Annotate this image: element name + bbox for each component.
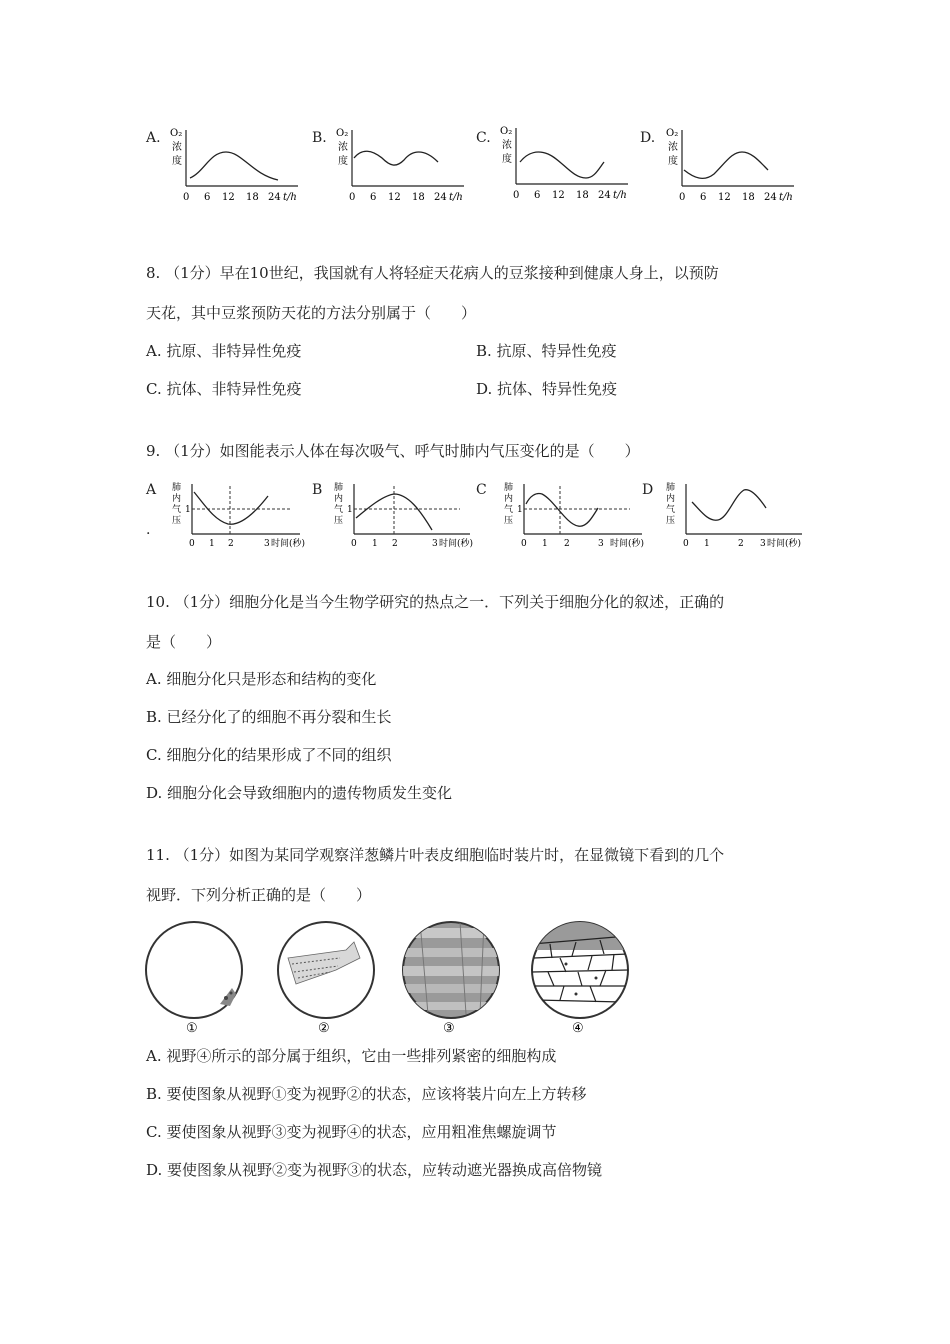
svg-text:0: 0 — [513, 190, 520, 201]
svg-text:3: 3 — [432, 539, 438, 548]
svg-text:肺: 肺 — [334, 483, 344, 493]
view-2-circle — [278, 922, 374, 1018]
svg-text:0: 0 — [521, 539, 527, 548]
svg-text:3: 3 — [598, 539, 604, 548]
svg-text:内: 内 — [504, 494, 514, 504]
q9-d-graph — [662, 478, 810, 548]
q11-option-a[interactable]: A. 视野④所示的部分属于组织，它由一些排列紧密的细胞构成 — [146, 1047, 557, 1065]
svg-text:18: 18 — [576, 190, 589, 201]
svg-text:气: 气 — [504, 505, 514, 515]
svg-text:0: 0 — [679, 192, 686, 203]
q9-a-graph — [168, 478, 308, 548]
q10-stem-line1: 10. （1分）细胞分化是当今生物学研究的热点之一．下列关于细胞分化的叙述，正确的 — [146, 593, 725, 611]
svg-text:压: 压 — [666, 516, 676, 526]
svg-text:压: 压 — [334, 516, 344, 526]
svg-text:气: 气 — [172, 505, 182, 515]
svg-text:浓: 浓 — [338, 142, 348, 153]
ylabel-o2: O₂ — [170, 128, 183, 139]
q7-c-graph — [498, 120, 638, 202]
q10-stem-line2: 是（ ） — [146, 633, 222, 651]
svg-text:肺: 肺 — [666, 483, 676, 493]
svg-text:24: 24 — [434, 192, 447, 203]
svg-text:O₂: O₂ — [500, 126, 513, 137]
svg-text:O₂: O₂ — [666, 128, 679, 139]
tick-6: 6 — [204, 192, 211, 203]
q11-stem-line2: 视野．下列分析正确的是（ ） — [146, 886, 372, 904]
view-1-circle — [146, 922, 242, 1018]
q11-option-c[interactable]: C. 要使图象从视野③变为视野④的状态，应用粗准焦螺旋调节 — [146, 1123, 557, 1141]
q9-b-letter: B — [312, 482, 323, 498]
q9-a-letter: A — [146, 482, 157, 498]
svg-text:2: 2 — [564, 539, 570, 548]
svg-text:浓: 浓 — [502, 140, 512, 151]
q7-d-letter: D. — [640, 130, 656, 146]
q11-option-d[interactable]: D. 要使图象从视野②变为视野③的状态，应转动遮光器换成高倍物镜 — [146, 1161, 603, 1179]
q7-a-graph — [168, 122, 308, 204]
svg-text:12: 12 — [388, 192, 401, 203]
q8-stem-line2: 天花，其中豆浆预防天花的方法分别属于（ ） — [146, 304, 477, 322]
svg-text:6: 6 — [700, 192, 707, 203]
svg-text:2: 2 — [738, 539, 744, 548]
q7-b-graph — [334, 122, 474, 204]
svg-text:t/h: t/h — [779, 192, 793, 203]
q8-option-c[interactable]: C. 抗体、非特异性免疫 — [146, 380, 302, 398]
q11-stem-line1: 11. （1分）如图为某同学观察洋葱鳞片叶表皮细胞临时装片时，在显微镜下看到的几个 — [146, 846, 725, 864]
view-4-circle — [530, 922, 630, 1018]
svg-text:3: 3 — [264, 539, 270, 548]
svg-text:2: 2 — [228, 539, 234, 548]
svg-text:时间(秒): 时间(秒) — [439, 539, 474, 548]
svg-text:时间(秒): 时间(秒) — [610, 539, 645, 548]
svg-text:肺: 肺 — [504, 483, 514, 493]
svg-text:1: 1 — [542, 539, 548, 548]
svg-text:O₂: O₂ — [336, 128, 349, 139]
view-1-label: ① — [186, 1021, 198, 1036]
svg-text:24: 24 — [764, 192, 777, 203]
view-2-label: ② — [318, 1021, 330, 1036]
svg-text:压: 压 — [504, 516, 514, 526]
q9-c-graph — [500, 478, 650, 548]
svg-text:12: 12 — [552, 190, 565, 201]
q10-option-d[interactable]: D. 细胞分化会导致细胞内的遗传物质发生变化 — [146, 784, 453, 802]
tick-12: 12 — [222, 192, 235, 203]
svg-text:0: 0 — [349, 192, 356, 203]
q9-stem: 9. （1分）如图能表示人体在每次吸气、呼气时肺内气压变化的是（ ） — [146, 442, 640, 460]
q9-b-graph — [330, 478, 478, 548]
svg-text:内: 内 — [666, 494, 676, 504]
q9-d-letter: D — [642, 482, 654, 498]
svg-text:内: 内 — [172, 494, 182, 504]
svg-text:度: 度 — [502, 154, 512, 165]
svg-text:3: 3 — [760, 539, 766, 548]
svg-text:6: 6 — [534, 190, 541, 201]
q8-option-b[interactable]: B. 抗原、特异性免疫 — [476, 342, 617, 360]
q10-option-b[interactable]: B. 已经分化了的细胞不再分裂和生长 — [146, 708, 392, 726]
svg-text:气: 气 — [666, 505, 676, 515]
svg-text:1: 1 — [517, 505, 523, 515]
svg-text:0: 0 — [189, 539, 195, 548]
q7-a-letter: A. — [146, 130, 161, 146]
tick-18: 18 — [246, 192, 259, 203]
ylabel-2: 度 — [172, 156, 182, 167]
q10-option-a[interactable]: A. 细胞分化只是形态和结构的变化 — [146, 670, 377, 688]
svg-text:t/h: t/h — [449, 192, 463, 203]
svg-text:压: 压 — [172, 516, 182, 526]
svg-text:1: 1 — [372, 539, 378, 548]
svg-text:时间(秒): 时间(秒) — [767, 539, 802, 548]
svg-text:24: 24 — [598, 190, 611, 201]
view-4-label: ④ — [572, 1021, 584, 1036]
svg-text:6: 6 — [370, 192, 377, 203]
q7-b-letter: B. — [312, 130, 327, 146]
svg-text:气: 气 — [334, 505, 344, 515]
svg-text:12: 12 — [718, 192, 731, 203]
svg-text:肺: 肺 — [172, 483, 182, 493]
svg-text:度: 度 — [338, 156, 348, 167]
tick-24: 24 — [268, 192, 281, 203]
svg-text:1: 1 — [347, 505, 353, 515]
svg-text:0: 0 — [683, 539, 689, 548]
svg-text:时间(秒): 时间(秒) — [271, 539, 306, 548]
q11-views-3-4 — [400, 914, 650, 1044]
svg-text:内: 内 — [334, 494, 344, 504]
svg-text:2: 2 — [392, 539, 398, 548]
q10-option-c[interactable]: C. 细胞分化的结果形成了不同的组织 — [146, 746, 392, 764]
q11-option-b[interactable]: B. 要使图象从视野①变为视野②的状态，应该将装片向左上方转移 — [146, 1085, 587, 1103]
svg-text:度: 度 — [668, 156, 678, 167]
q7-c-letter: C. — [476, 130, 491, 146]
svg-text:18: 18 — [742, 192, 755, 203]
svg-text:0: 0 — [351, 539, 357, 548]
svg-text:t/h: t/h — [613, 190, 627, 201]
q9-c-letter: C — [476, 482, 487, 498]
q8-stem-line1: 8. （1分）早在10世纪，我国就有人将轻症天花病人的豆浆接种到健康人身上，以预防 — [146, 264, 719, 282]
q8-option-d[interactable]: D. 抗体、特异性免疫 — [476, 380, 618, 398]
view-3-label: ③ — [443, 1021, 455, 1036]
tick-0: 0 — [183, 192, 190, 203]
svg-text:1: 1 — [185, 505, 191, 515]
view-3-circle — [400, 922, 510, 1018]
q9-a-dot: . — [146, 522, 151, 538]
svg-text:18: 18 — [412, 192, 425, 203]
svg-text:1: 1 — [209, 539, 215, 548]
ylabel-1: 浓 — [172, 142, 182, 153]
svg-text:1: 1 — [704, 539, 710, 548]
svg-text:浓: 浓 — [668, 142, 678, 153]
q7-d-graph — [664, 122, 804, 204]
t-unit: t/h — [283, 192, 297, 203]
q8-option-a[interactable]: A. 抗原、非特异性免疫 — [146, 342, 302, 360]
